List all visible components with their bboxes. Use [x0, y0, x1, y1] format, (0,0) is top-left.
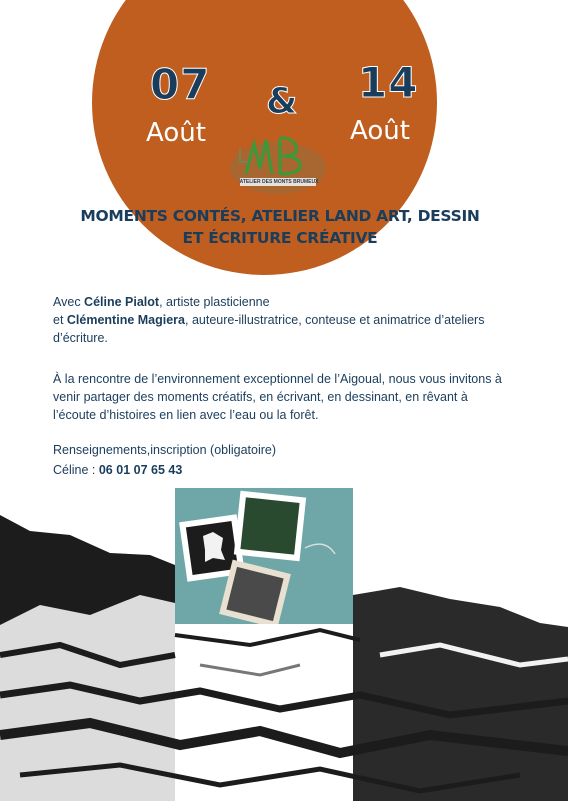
contact-info: Renseignements,inscription (obligatoire) [53, 443, 277, 457]
name-clementine: Clémentine Magiera [66, 313, 185, 327]
artwork-photo [175, 488, 353, 624]
date2-day: 14 [358, 58, 419, 107]
atelier-logo [226, 124, 330, 196]
date2-month: Août [350, 116, 410, 146]
name-celine: Céline Pialot [84, 295, 160, 309]
role-clementine: , auteure-illustratrice, conteuse et animatrice d’ateliers d’écriture. [53, 313, 485, 345]
ampersand: & [266, 81, 298, 122]
intro-avec: Avec [53, 295, 85, 309]
title-line-1: MOMENTS CONTÉS, ATELIER LAND ART, DESSIN [80, 207, 480, 225]
phone-number: 06 01 07 65 43 [98, 463, 183, 477]
contact-person: Céline : [53, 463, 99, 477]
title-line-2: ET ÉCRITURE CRÉATIVE [182, 229, 378, 247]
date1-day: 07 [150, 60, 211, 109]
intro-paragraph [53, 293, 513, 347]
description-paragraph: À la rencontre de l’environnement exceptionnel de l’Aigoual, nous vous invitons à venir partager des moments créatifs, en écrivant, en dessinant, en rêvant à l’écoute d’histoires en lien avec l’eau ou la forêt. [53, 372, 502, 422]
event-title [40, 205, 520, 249]
date1-month: Août [146, 118, 206, 148]
role-celine: , artiste plasticienne [159, 295, 270, 309]
intro-et: et [53, 313, 67, 327]
logo-caption: ATELIER DES MONTS BRUMEUX [239, 179, 319, 185]
contact-line [53, 461, 513, 479]
